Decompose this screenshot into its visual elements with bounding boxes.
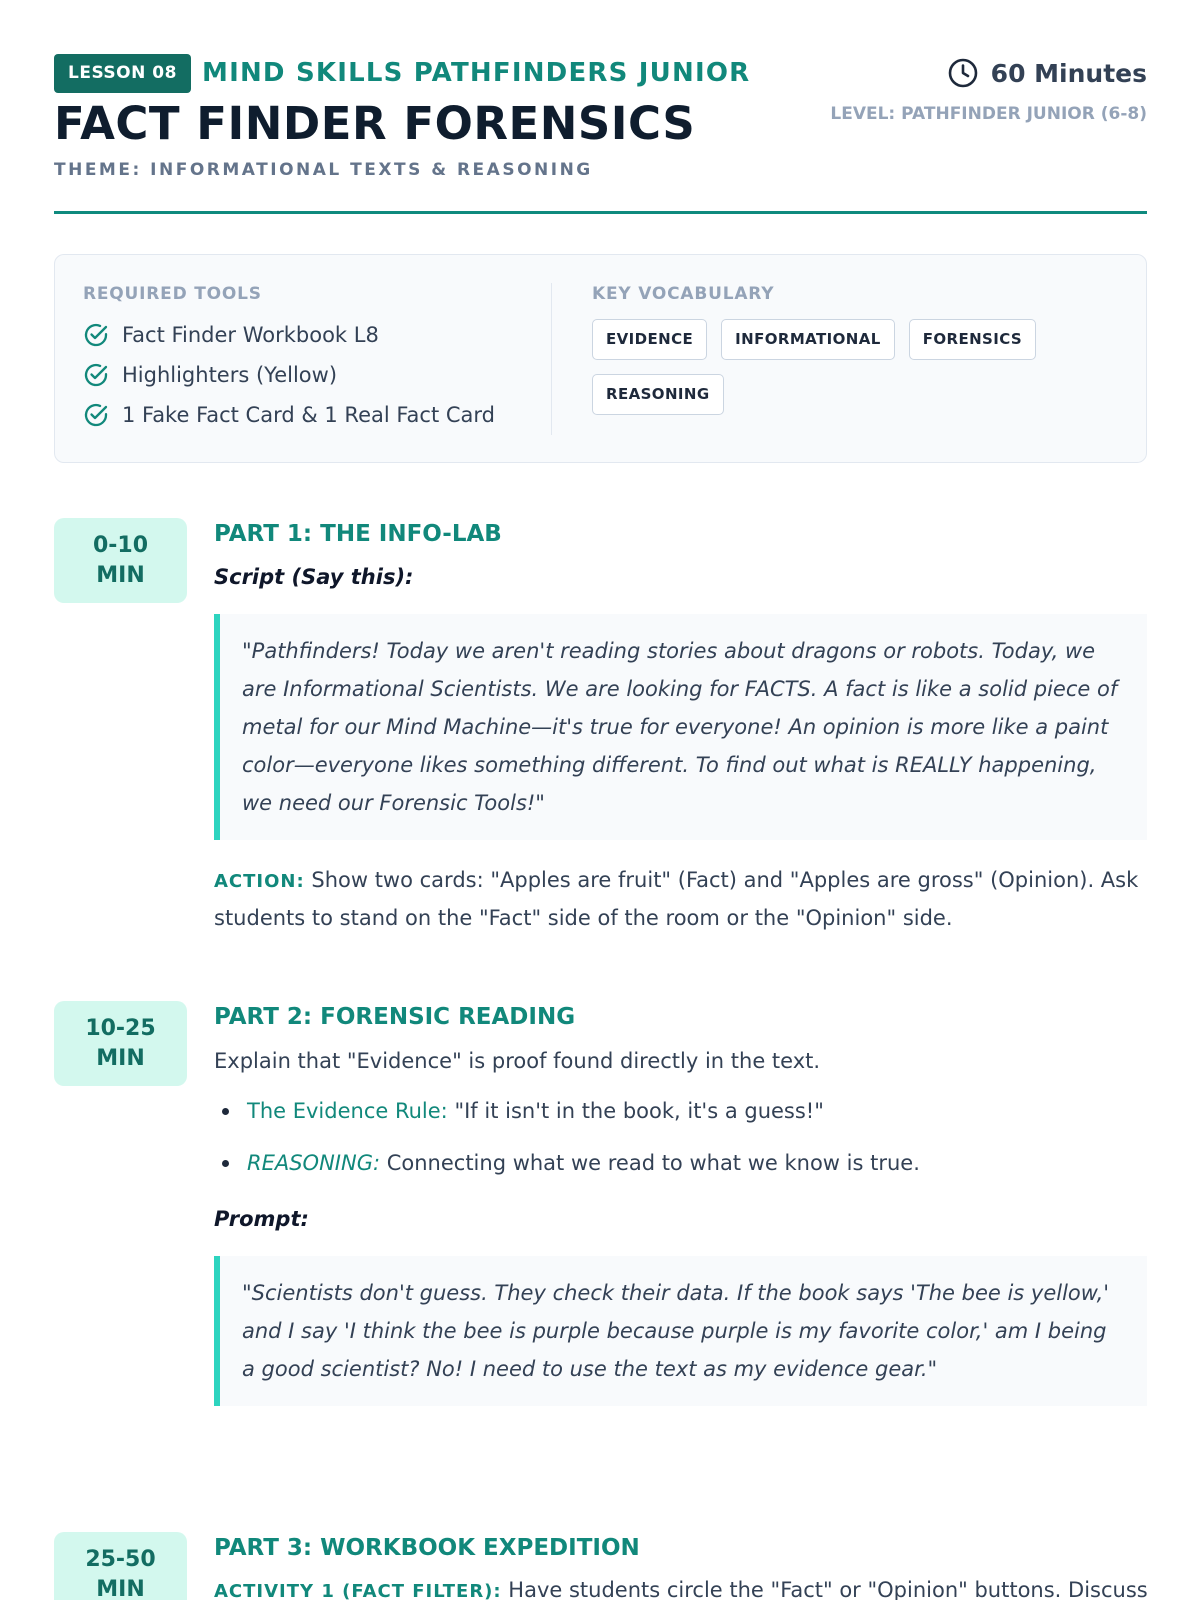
activity-paragraph xyxy=(214,1572,1147,1600)
tools-label: REQUIRED TOOLS xyxy=(83,284,262,304)
activity-label: ACTIVITY 1 (FACT FILTER): xyxy=(214,1581,502,1600)
time-badge xyxy=(54,518,187,603)
check-circle-icon xyxy=(83,322,109,348)
action-text: Show two cards: "Apples are fruit" (Fact) and "Apples are gross" (Opinion). Ask students to stand on the "Fact" side of the room or the "Opinion" side. xyxy=(214,868,1139,930)
time-unit: MIN xyxy=(96,1046,145,1071)
time-badge xyxy=(54,1532,187,1600)
required-tools xyxy=(83,283,543,435)
clock-icon xyxy=(947,57,979,89)
materials-divider xyxy=(551,283,552,435)
lesson-theme: THEME: INFORMATIONAL TEXTS & REASONING xyxy=(54,160,593,180)
activity-text: Have students circle the "Fact" or "Opinion" buttons. Discuss xyxy=(501,1578,1148,1600)
list-item xyxy=(214,1148,1147,1200)
materials-box xyxy=(54,254,1147,463)
bullet-key: REASONING: xyxy=(247,1151,381,1175)
script-quote: "Pathfinders! Today we aren't reading stories about dragons or robots. Today, we are Informational Scientists. We are looking for FACTS. A fact is like a solid piece of metal for our Mind Machine—it's true for everyone! An opinion is more like a paint color—everyone likes something different. To find out what is REALLY happening, we need our Forensic Tools!" xyxy=(214,614,1147,840)
bullet-list xyxy=(214,1096,1147,1200)
vocab-tag: INFORMATIONAL xyxy=(721,319,895,360)
section-body xyxy=(214,518,1147,937)
script-label: Script (Say this): xyxy=(214,565,414,589)
lesson-page xyxy=(54,0,1148,1600)
list-item xyxy=(214,1096,1147,1148)
tool-item xyxy=(83,315,543,355)
time-range: 0-10 xyxy=(92,533,149,558)
prompt-label: Prompt: xyxy=(214,1207,309,1231)
tool-label: 1 Fake Fact Card & 1 Real Fact Card xyxy=(122,403,495,427)
bullet-key: The Evidence Rule: xyxy=(247,1099,448,1123)
duration-label: 60 Minutes xyxy=(990,58,1147,88)
check-circle-icon xyxy=(83,362,109,388)
tool-label: Fact Finder Workbook L8 xyxy=(122,323,379,347)
vocabulary-label: KEY VOCABULARY xyxy=(592,284,775,304)
section-title: PART 2: FORENSIC READING xyxy=(214,1004,576,1030)
vocabulary-tags xyxy=(592,319,1052,415)
vocab-tag: FORENSICS xyxy=(909,319,1036,360)
vocab-tag: REASONING xyxy=(592,374,724,415)
tool-label: Highlighters (Yellow) xyxy=(122,363,338,387)
level-label: LEVEL: PATHFINDER JUNIOR (6-8) xyxy=(830,104,1147,124)
prompt-quote: "Scientists don't guess. They check their data. If the book says 'The bee is yellow,' and I say 'I think the bee is purple because purple is my favorite color,' am I being a good scientist? No! I need to use the text as my evidence gear." xyxy=(214,1256,1147,1406)
time-badge xyxy=(54,1001,187,1086)
time-unit: MIN xyxy=(96,563,145,588)
duration xyxy=(947,56,1147,90)
vocab-tag: EVIDENCE xyxy=(592,319,707,360)
time-range: 10-25 xyxy=(85,1016,156,1041)
section-intro: Explain that "Evidence" is proof found directly in the text. xyxy=(214,1049,821,1073)
program-name: MIND SKILLS PATHFINDERS JUNIOR xyxy=(202,58,751,88)
bullet-text: Connecting what we read to what we know is true. xyxy=(380,1151,920,1175)
lesson-header xyxy=(54,0,1147,214)
check-circle-icon xyxy=(83,402,109,428)
lesson-title: FACT FINDER FORENSICS xyxy=(54,97,696,150)
section-body xyxy=(214,1001,1147,1406)
tool-item xyxy=(83,355,543,395)
time-unit: MIN xyxy=(96,1577,145,1600)
time-range: 25-50 xyxy=(85,1547,156,1572)
action-label: ACTION: xyxy=(214,871,305,892)
section-title: PART 3: WORKBOOK EXPEDITION xyxy=(214,1535,640,1561)
lesson-badge: LESSON 08 xyxy=(54,54,191,93)
section-body xyxy=(214,1532,1147,1600)
key-vocabulary xyxy=(592,283,1122,415)
action-paragraph xyxy=(214,862,1147,937)
section-title: PART 1: THE INFO-LAB xyxy=(214,521,502,547)
bullet-text: "If it isn't in the book, it's a guess!" xyxy=(447,1099,824,1123)
tool-item xyxy=(83,395,543,435)
